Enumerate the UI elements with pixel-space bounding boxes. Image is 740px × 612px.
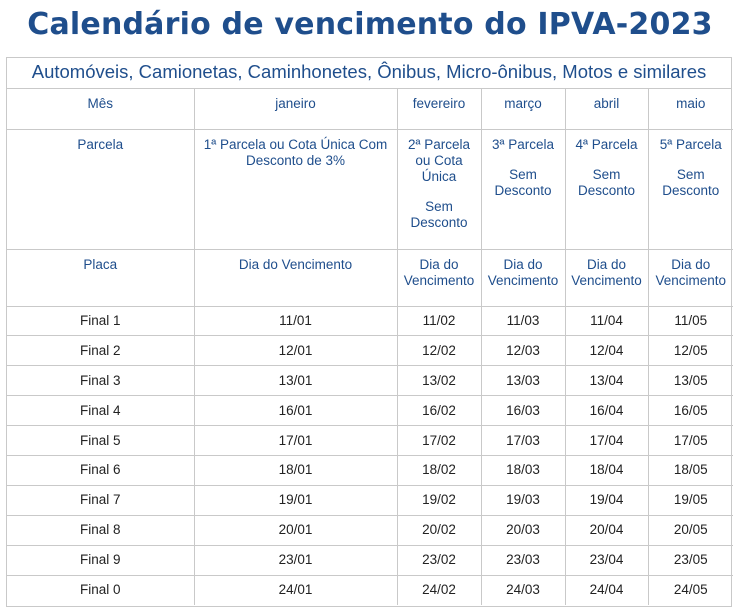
- date-cell: 12/04: [565, 336, 648, 366]
- table-row: [7, 515, 733, 545]
- date-cell: 24/02: [397, 575, 481, 605]
- date-cell: 20/02: [397, 515, 481, 545]
- date-cell: 23/02: [397, 545, 481, 575]
- placa-label: Placa: [7, 249, 194, 306]
- date-cell: 11/03: [481, 306, 565, 336]
- date-cell: 12/03: [481, 336, 565, 366]
- table-row: [7, 575, 733, 605]
- parcela-cell: [565, 129, 648, 249]
- date-cell: 24/03: [481, 575, 565, 605]
- table-row: [7, 426, 733, 456]
- date-cell: 17/05: [648, 426, 733, 456]
- parcela-cell: [194, 129, 397, 249]
- date-cell: 16/02: [397, 396, 481, 426]
- table-row: [7, 545, 733, 575]
- placa-cell: Final 9: [7, 545, 194, 575]
- date-cell: 17/04: [565, 426, 648, 456]
- date-cell: 16/01: [194, 396, 397, 426]
- placa-cell: Final 5: [7, 426, 194, 456]
- date-cell: 24/05: [673, 582, 708, 598]
- date-cell: 24/04: [565, 575, 648, 605]
- date-cell: 20/05: [648, 515, 733, 545]
- date-cell: 11/05: [648, 306, 733, 336]
- month-cell: maio: [648, 89, 733, 129]
- parcela-text: 2ª Parcela ou Cota Única: [407, 136, 471, 184]
- table-row: [7, 306, 733, 336]
- placa-header-row: [7, 249, 733, 306]
- vencimento-label: Dia do Vencimento: [194, 249, 397, 306]
- mes-label: Mês: [7, 89, 194, 129]
- date-cell: 16/03: [481, 396, 565, 426]
- date-cell: 16/05: [648, 396, 733, 426]
- date-cell: 13/01: [194, 366, 397, 396]
- date-cell: 16/04: [565, 396, 648, 426]
- date-cell: 13/03: [481, 366, 565, 396]
- placa-cell: Final 3: [7, 366, 194, 396]
- date-cell: 13/02: [397, 366, 481, 396]
- vencimento-label: Dia do Vencimento: [397, 249, 481, 306]
- date-cell: 20/01: [194, 515, 397, 545]
- date-cell: 19/01: [194, 485, 397, 515]
- placa-cell: Final 8: [7, 515, 194, 545]
- parcela-text: 1ª Parcela ou Cota Única Com Desconto de 3%: [203, 136, 388, 168]
- vencimento-label: Dia do Vencimento: [565, 249, 648, 306]
- date-cell: 23/04: [565, 545, 648, 575]
- date-cell: 23/01: [194, 545, 397, 575]
- date-rows: [7, 306, 733, 605]
- placa-cell: Final 0: [7, 575, 194, 605]
- placa-cell: Final 2: [7, 336, 194, 366]
- parcela-desconto: Sem Desconto: [410, 198, 468, 230]
- date-cell: 19/04: [565, 485, 648, 515]
- date-cell: 19/02: [397, 485, 481, 515]
- calendar-grid: [7, 89, 733, 605]
- parcela-row: [7, 129, 733, 249]
- date-cell: 11/02: [397, 306, 481, 336]
- date-cell: 18/03: [481, 455, 565, 485]
- vencimento-label: Dia do Vencimento: [481, 249, 565, 306]
- parcela-desconto: Sem Desconto: [577, 166, 636, 198]
- parcela-text: 5ª Parcela: [659, 136, 722, 152]
- date-cell: 24/01: [194, 575, 397, 605]
- date-cell: 17/01: [194, 426, 397, 456]
- table-row: [7, 366, 733, 396]
- table-row: [7, 455, 733, 485]
- vencimento-label: Dia do Vencimento: [648, 249, 733, 306]
- parcela-text: 3ª Parcela: [491, 136, 555, 152]
- parcela-label: Parcela: [7, 129, 194, 249]
- placa-cell: Final 1: [7, 306, 194, 336]
- parcela-desconto: Sem Desconto: [662, 166, 720, 198]
- month-row: [7, 89, 733, 129]
- date-cell: 11/04: [565, 306, 648, 336]
- date-cell: 23/03: [481, 545, 565, 575]
- date-cell: 13/05: [648, 366, 733, 396]
- date-cell: 18/05: [648, 455, 733, 485]
- parcela-cell: [397, 129, 481, 249]
- date-cell: 18/01: [194, 455, 397, 485]
- parcela-cell: [481, 129, 565, 249]
- date-cell: 20/03: [481, 515, 565, 545]
- date-cell: 11/01: [194, 306, 397, 336]
- placa-cell: Final 7: [7, 485, 194, 515]
- date-cell: 12/05: [648, 336, 733, 366]
- parcela-desconto: Sem Desconto: [494, 166, 552, 198]
- table-row: [7, 336, 733, 366]
- table-subtitle: Automóveis, Camionetas, Caminhonetes, Ônibus, Micro-ônibus, Motos e similares: [7, 58, 731, 89]
- placa-cell: Final 4: [7, 396, 194, 426]
- parcela-text: 4ª Parcela: [575, 136, 638, 152]
- date-cell: 17/03: [481, 426, 565, 456]
- date-cell: 17/02: [397, 426, 481, 456]
- date-cell: 19/05: [648, 485, 733, 515]
- date-cell: 18/04: [565, 455, 648, 485]
- date-cell: 13/04: [565, 366, 648, 396]
- date-cell: 20/04: [565, 515, 648, 545]
- schedule-table: [6, 57, 732, 607]
- table-row: [7, 485, 733, 515]
- placa-cell: Final 6: [7, 455, 194, 485]
- date-cell: 12/01: [194, 336, 397, 366]
- month-cell: abril: [565, 89, 648, 129]
- month-cell: março: [481, 89, 565, 129]
- date-cell: 12/02: [397, 336, 481, 366]
- month-cell: janeiro: [194, 89, 397, 129]
- page-title: Calendário de vencimento do IPVA-2023: [27, 7, 713, 42]
- table-row: [7, 396, 733, 426]
- month-cell: fevereiro: [397, 89, 481, 129]
- date-cell: 18/02: [397, 455, 481, 485]
- date-cell: 19/03: [481, 485, 565, 515]
- date-cell: 23/05: [648, 545, 733, 575]
- parcela-cell: [648, 129, 733, 249]
